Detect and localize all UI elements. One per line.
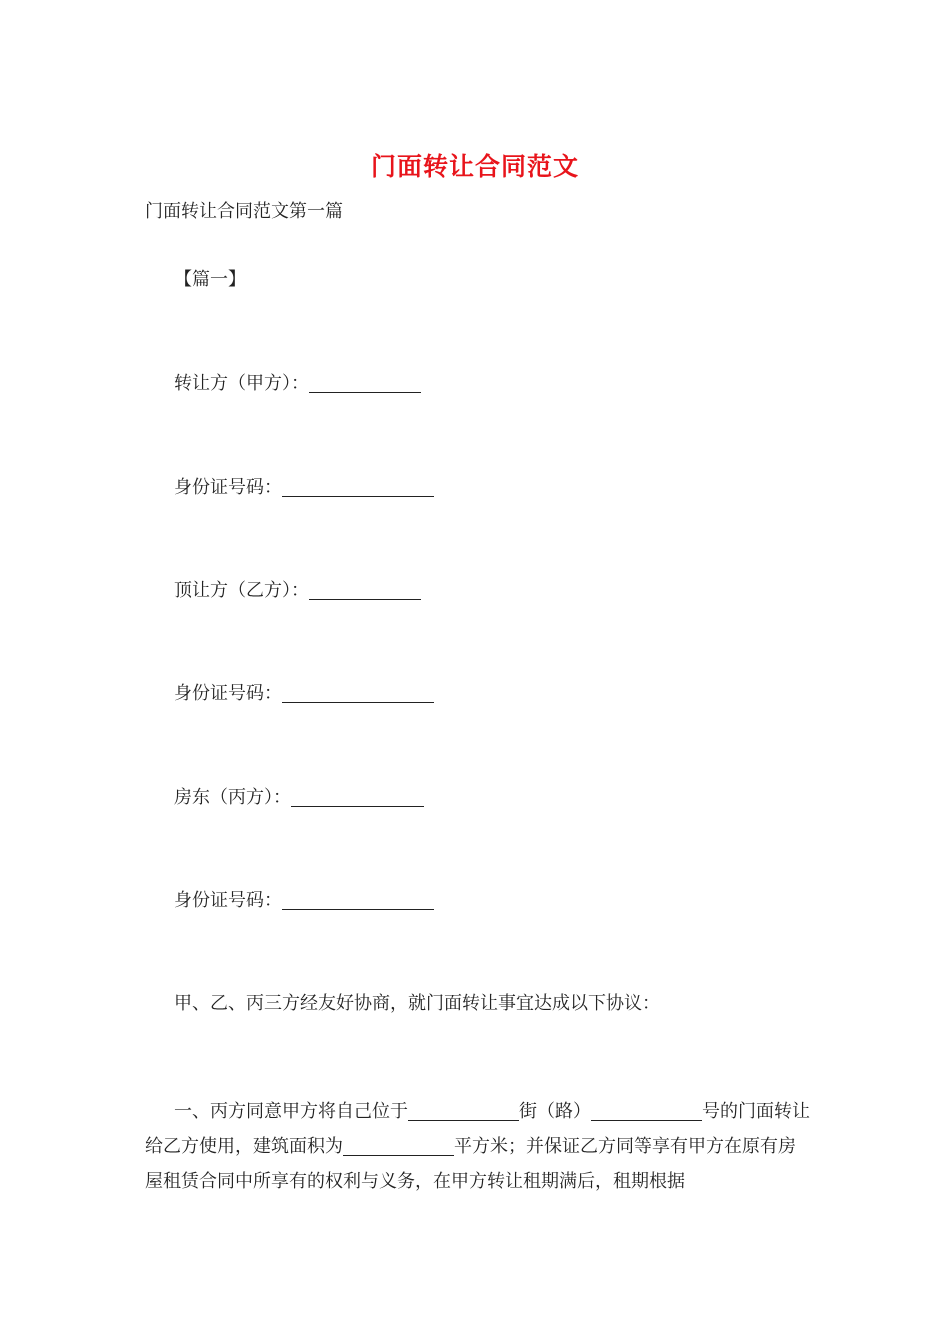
transferee-id-blank	[282, 682, 434, 703]
landlord-id-field	[174, 888, 434, 914]
transferee-blank	[309, 579, 421, 600]
clause-one-paragraph	[145, 1094, 810, 1199]
transferee-field	[174, 578, 421, 604]
street-blank	[408, 1100, 519, 1121]
landlord-label: 房东（丙方）：	[174, 787, 291, 808]
transferor-id-field	[174, 475, 434, 501]
document-subtitle: 门面转让合同范文第一篇	[145, 201, 343, 222]
area-blank	[343, 1135, 454, 1156]
transferee-id-field	[174, 681, 434, 707]
agreement-intro: 甲、乙、丙三方经友好协商，就门面转让事宜达成以下协议：	[174, 993, 660, 1014]
landlord-id-blank	[282, 889, 434, 910]
clause-one-text-3: 号的门面转让给乙方使用，建筑面积为	[145, 1101, 810, 1157]
transferee-id-label: 身份证号码：	[174, 683, 282, 704]
transferor-id-blank	[282, 476, 434, 497]
clause-one-text-2: 街（路）	[519, 1101, 591, 1122]
section-heading: 【篇一】	[174, 269, 246, 290]
transferee-label: 顶让方（乙方）：	[174, 580, 309, 601]
clause-one-text-1: 一、丙方同意甲方将自己位于	[174, 1101, 408, 1122]
landlord-id-label: 身份证号码：	[174, 890, 282, 911]
clause-one-text-4: 平方米；并保证乙方同等享有甲方在原有房屋租赁合同中所享有的权利与义务，在甲方转让租期满后，租期根据	[145, 1136, 796, 1192]
transferor-blank	[309, 372, 421, 393]
number-blank	[591, 1100, 702, 1121]
transferor-field	[174, 371, 421, 397]
transferor-id-label: 身份证号码：	[174, 477, 282, 498]
landlord-blank	[291, 786, 424, 807]
transferor-label: 转让方（甲方）：	[174, 373, 309, 394]
landlord-field	[174, 785, 424, 811]
document-title: 门面转让合同范文	[370, 152, 579, 181]
